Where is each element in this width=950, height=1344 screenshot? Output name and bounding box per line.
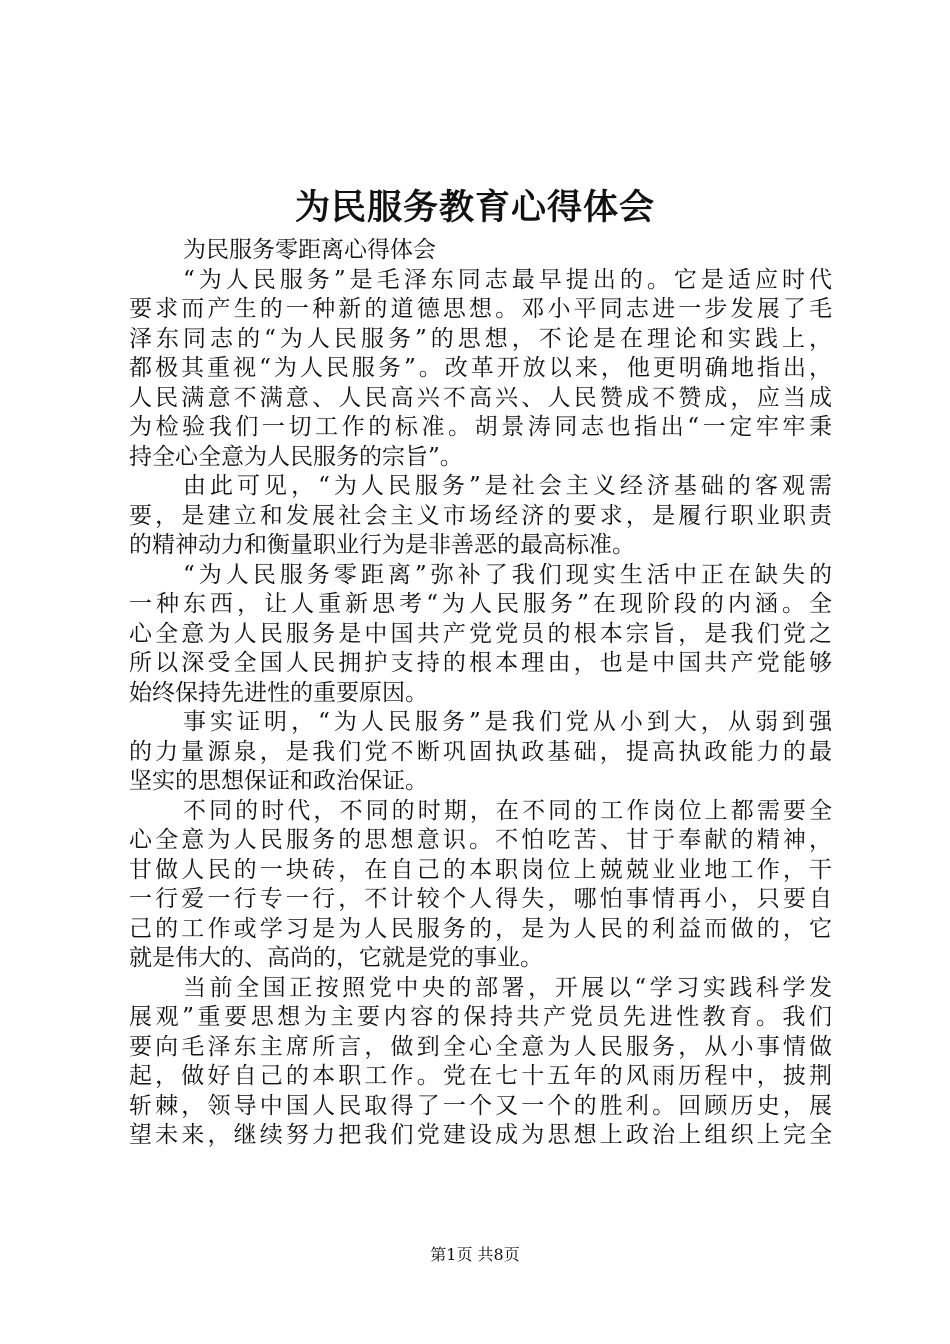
text-line: 的力量源泉，是我们党不断巩固执政基础，提高执政能力的最 — [129, 738, 832, 765]
page-footer: 第1页 共8页 — [430, 1245, 520, 1264]
paragraph — [129, 472, 832, 561]
text-line: 事实证明，“为人民服务”是我们党从小到大，从弱到强 — [183, 709, 832, 735]
text-line: 展观”重要思想为主要内容的保持共产党员先进性教育。我们 — [129, 1004, 832, 1030]
text-line: 都极其重视“为人民服务”。改革开放以来，他更明确地指出， — [129, 355, 832, 381]
paragraph — [129, 236, 832, 266]
text-line: 心全意为人民服务的思想意识。不怕吃苦、甘于奉献的精神， — [129, 827, 832, 853]
text-line: 坚实的思想保证和政治保证。 — [129, 768, 428, 794]
text-line: 一种东西，让人重新思考“为人民服务”在现阶段的内涵。全 — [129, 591, 832, 617]
text-line: 为民服务零距离心得体会 — [183, 237, 436, 263]
text-line: 持全心全意为人民服务的宗旨”。 — [129, 443, 463, 470]
text-line: 要求而产生的一种新的道德思想。邓小平同志进一步发展了毛 — [129, 296, 832, 322]
text-line: 人民满意不满意、人民高兴不高兴、人民赞成不赞成，应当成 — [129, 384, 832, 411]
text-line: 要，是建立和发展社会主义市场经济的要求，是履行职业职责 — [129, 502, 832, 529]
text-line: 由此可见，“为人民服务”是社会主义经济基础的客观需 — [183, 473, 832, 499]
text-line: 为检验我们一切工作的标准。胡景涛同志也指出“一定牢牢秉 — [129, 414, 832, 440]
paragraph — [129, 797, 832, 974]
text-line: 所以深受全国人民拥护支持的根本理由，也是中国共产党能够 — [129, 650, 832, 676]
paragraph — [129, 708, 832, 797]
text-line: 心全意为人民服务是中国共产党党员的根本宗旨，是我们党之 — [129, 620, 832, 647]
text-line: 起，做好自己的本职工作。党在七十五年的风雨历程中，披荆 — [129, 1063, 832, 1089]
paragraph — [129, 266, 832, 473]
text-line: 斩棘，领导中国人民取得了一个又一个的胜利。回顾历史，展 — [129, 1092, 832, 1119]
text-line: 不同的时代，不同的时期，在不同的工作岗位上都需要全 — [183, 797, 832, 824]
page-title: 为民服务教育心得体会 — [294, 187, 655, 228]
text-line: 的精神动力和衡量职业行为是非善恶的最高标准。 — [129, 532, 635, 558]
paragraph — [129, 974, 832, 1151]
text-line: 一行爱一行专一行，不计较个人得失，哪怕事情再小，只要自 — [129, 886, 832, 912]
text-line: 当前全国正按照党中央的部署，开展以“学习实践科学发 — [183, 974, 832, 1001]
text-line: 始终保持先进性的重要原因。 — [129, 679, 428, 706]
document-body — [129, 236, 832, 1151]
paragraph — [129, 561, 832, 709]
text-line: 泽东同志的“为人民服务”的思想，不论是在理论和实践上， — [129, 325, 832, 352]
text-line: “为人民服务”是毛泽东同志最早提出的。它是适应时代 — [183, 266, 832, 293]
text-line: 己的工作或学习是为人民服务的，是为人民的利益而做的，它 — [129, 915, 832, 942]
text-line: “为人民服务零距离”弥补了我们现实生活中正在缺失的 — [183, 561, 832, 588]
text-line: 要向毛泽东主席所言，做到全心全意为人民服务，从小事情做 — [129, 1033, 832, 1060]
text-line: 甘做人民的一块砖，在自己的本职岗位上兢兢业业地工作，干 — [129, 856, 832, 883]
text-line: 望未来，继续努力把我们党建设成为思想上政治上组织上完全 — [129, 1122, 832, 1148]
text-line: 就是伟大的、高尚的，它就是党的事业。 — [129, 945, 543, 971]
